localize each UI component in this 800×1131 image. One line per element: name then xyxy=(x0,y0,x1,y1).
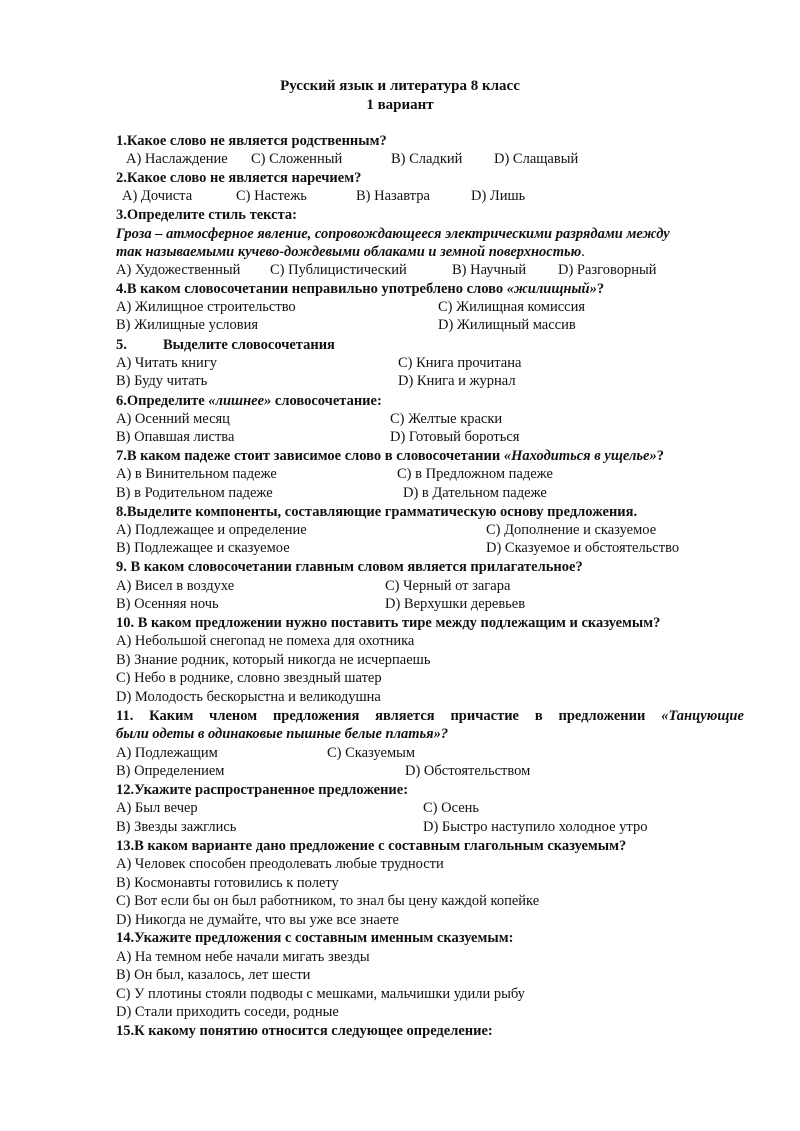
q2-option-a: А) Дочиста xyxy=(122,188,193,204)
q7-mark: ? xyxy=(656,448,664,464)
q6-option-c: С) Желтые краски xyxy=(390,411,503,427)
q8-option-c: С) Дополнение и сказуемое xyxy=(486,522,657,538)
q11-word: 11. xyxy=(116,708,134,724)
question-14: 14.Укажите предложения с составным именным сказуемым: xyxy=(116,930,514,946)
q3-option-b: В) Научный xyxy=(452,262,527,278)
question-1: 1.Какое слово не является родственным? xyxy=(116,133,387,149)
q14-option-c: С) У плотины стояли подводы с мешками, мальчишки удили рыбу xyxy=(116,986,525,1002)
question-10: 10. В каком предложении нужно поставить тире между подлежащим и сказуемым? xyxy=(116,615,661,631)
q8-option-a: А) Подлежащее и определение xyxy=(116,522,307,538)
q12-option-a: А) Был вечер xyxy=(116,800,198,816)
q3-passage-end: . xyxy=(581,244,585,260)
q6-text-end: словосочетание: xyxy=(271,393,382,409)
q7-text: 7.В каком падеже стоит зависимое слово в словосочетании xyxy=(116,448,504,464)
q4-mark: ? xyxy=(596,281,605,297)
q11-option-b: В) Определением xyxy=(116,763,225,779)
q9-option-b: В) Осенняя ночь xyxy=(116,596,219,612)
q4-word: «жилищный» xyxy=(506,281,597,297)
q10-option-c: С) Небо в роднике, словно звездный шатер xyxy=(116,670,382,686)
question-12: 12.Укажите распространенное предложение: xyxy=(116,782,409,798)
q1-option-b: В) Сладкий xyxy=(391,151,463,167)
q11-option-d: D) Обстоятельством xyxy=(405,763,531,779)
q7-phrase: «Находиться в ущелье» xyxy=(503,448,657,464)
q6-text: 6.Определите xyxy=(116,393,209,409)
q4-option-c: С) Жилищная комиссия xyxy=(438,299,586,315)
q14-option-a: А) На темном небе начали мигать звезды xyxy=(116,949,370,965)
q6-option-b: В) Опавшая листва xyxy=(116,429,235,445)
q14-option-d: D) Стали приходить соседи, родные xyxy=(116,1004,339,1020)
q3-option-c: С) Публицистический xyxy=(270,262,407,278)
question-5: Выделите словосочетания xyxy=(163,337,335,353)
q11-option-a: А) Подлежащим xyxy=(116,745,218,761)
q3-passage-line-1: Гроза – атмосферное явление, сопровождающееся электрическими разрядами между xyxy=(116,226,670,242)
q4-text: 4.В каком словосочетании неправильно употреблено слово xyxy=(116,281,507,297)
question-9: 9. В каком словосочетании главным словом является прилагательное? xyxy=(116,559,583,575)
q9-option-d: D) Верхушки деревьев xyxy=(385,596,526,612)
q1-option-a: А) Наслаждение xyxy=(126,151,228,167)
q12-option-d: D) Быстро наступило холодное утро xyxy=(423,819,648,835)
q4-option-d: D) Жилищный массив xyxy=(438,317,576,333)
variant-label: 1 вариант xyxy=(366,97,434,113)
q5-option-a: А) Читать книгу xyxy=(116,355,218,371)
question-15: 15.К какому понятию относится следующее определение: xyxy=(116,1023,493,1039)
q6-option-a: А) Осенний месяц xyxy=(116,411,230,427)
q13-option-c: С) Вот если бы он был работником, то знал бы цену каждой копейке xyxy=(116,893,540,909)
q11-word: членом xyxy=(209,708,258,724)
q11-word: предложении xyxy=(558,708,646,724)
q5-option-c: С) Книга прочитана xyxy=(398,355,522,371)
q3-passage-line-2-text: так называемыми кучево-дождевыми облаками и земной поверхностью xyxy=(116,244,582,260)
question-5-number: 5. xyxy=(116,337,127,353)
question-13: 13.В каком варианте дано предложение с составным глагольным сказуемым? xyxy=(116,838,627,854)
q7-option-d: D) в Дательном падеже xyxy=(403,485,547,501)
q11-word: Каким xyxy=(149,708,194,724)
q9-option-a: А) Висел в воздухе xyxy=(116,578,235,594)
q8-option-d: D) Сказуемое и обстоятельство xyxy=(486,540,680,556)
question-7 xyxy=(116,448,664,465)
question-6 xyxy=(116,393,382,410)
q2-option-c: С) Настежь xyxy=(236,188,307,204)
q6-option-d: D) Готовый бороться xyxy=(390,429,520,445)
q7-option-b: В) в Родительном падеже xyxy=(116,485,273,501)
q9-option-c: С) Черный от загара xyxy=(385,578,511,594)
q1-option-d: D) Слащавый xyxy=(494,151,579,167)
q11-option-c: С) Сказуемым xyxy=(327,745,416,761)
q11-sentence-end: были одеты в одинаковые пышные белые платья»? xyxy=(116,726,449,742)
q3-option-a: А) Художественный xyxy=(116,262,241,278)
question-2: 2.Какое слово не является наречием? xyxy=(116,170,362,186)
q11-word: причастие xyxy=(450,708,519,724)
q5-option-b: В) Буду читать xyxy=(116,373,208,389)
q4-option-b: В) Жилищные условия xyxy=(116,317,259,333)
q1-option-c: С) Сложенный xyxy=(251,151,343,167)
q8-option-b: В) Подлежащее и сказуемое xyxy=(116,540,290,556)
q6-word: «лишнее» xyxy=(208,393,272,409)
question-8: 8.Выделите компоненты, составляющие грамматическую основу предложения. xyxy=(116,504,638,520)
q10-option-a: А) Небольшой снегопад не помеха для охотника xyxy=(116,633,415,649)
q4-option-a: А) Жилищное строительство xyxy=(116,299,296,315)
q12-option-b: В) Звезды зажглись xyxy=(116,819,237,835)
q2-option-b: В) Назавтра xyxy=(356,188,430,204)
question-11 xyxy=(116,708,744,725)
question-3: 3.Определите стиль текста: xyxy=(116,207,297,223)
q13-option-a: А) Человек способен преодолевать любые трудности xyxy=(116,856,444,872)
q12-option-c: С) Осень xyxy=(423,800,480,816)
q10-option-b: В) Знание родник, который никогда не исчерпаешь xyxy=(116,652,431,668)
q3-passage-line-2 xyxy=(116,244,585,261)
q13-option-b: В) Космонавты готовились к полету xyxy=(116,875,339,891)
q3-option-d: D) Разговорный xyxy=(558,262,657,278)
question-4 xyxy=(116,281,604,298)
q14-option-b: В) Он был, казалось, лет шести xyxy=(116,967,311,983)
q11-word: является xyxy=(375,708,435,724)
page-title: Русский язык и литература 8 класс xyxy=(280,78,520,94)
q11-word: предложения xyxy=(272,708,360,724)
q7-option-a: А) в Винительном падеже xyxy=(116,466,277,482)
q13-option-d: D) Никогда не думайте, что вы уже все знаете xyxy=(116,912,399,928)
q11-word: в xyxy=(534,708,543,724)
q11-sentence-start: «Танцующие xyxy=(661,708,744,724)
q5-option-d: D) Книга и журнал xyxy=(398,373,516,389)
q2-option-d: D) Лишь xyxy=(471,188,526,204)
q10-option-d: D) Молодость бескорыстна и великодушна xyxy=(116,689,381,705)
q7-option-c: С) в Предложном падеже xyxy=(397,466,553,482)
